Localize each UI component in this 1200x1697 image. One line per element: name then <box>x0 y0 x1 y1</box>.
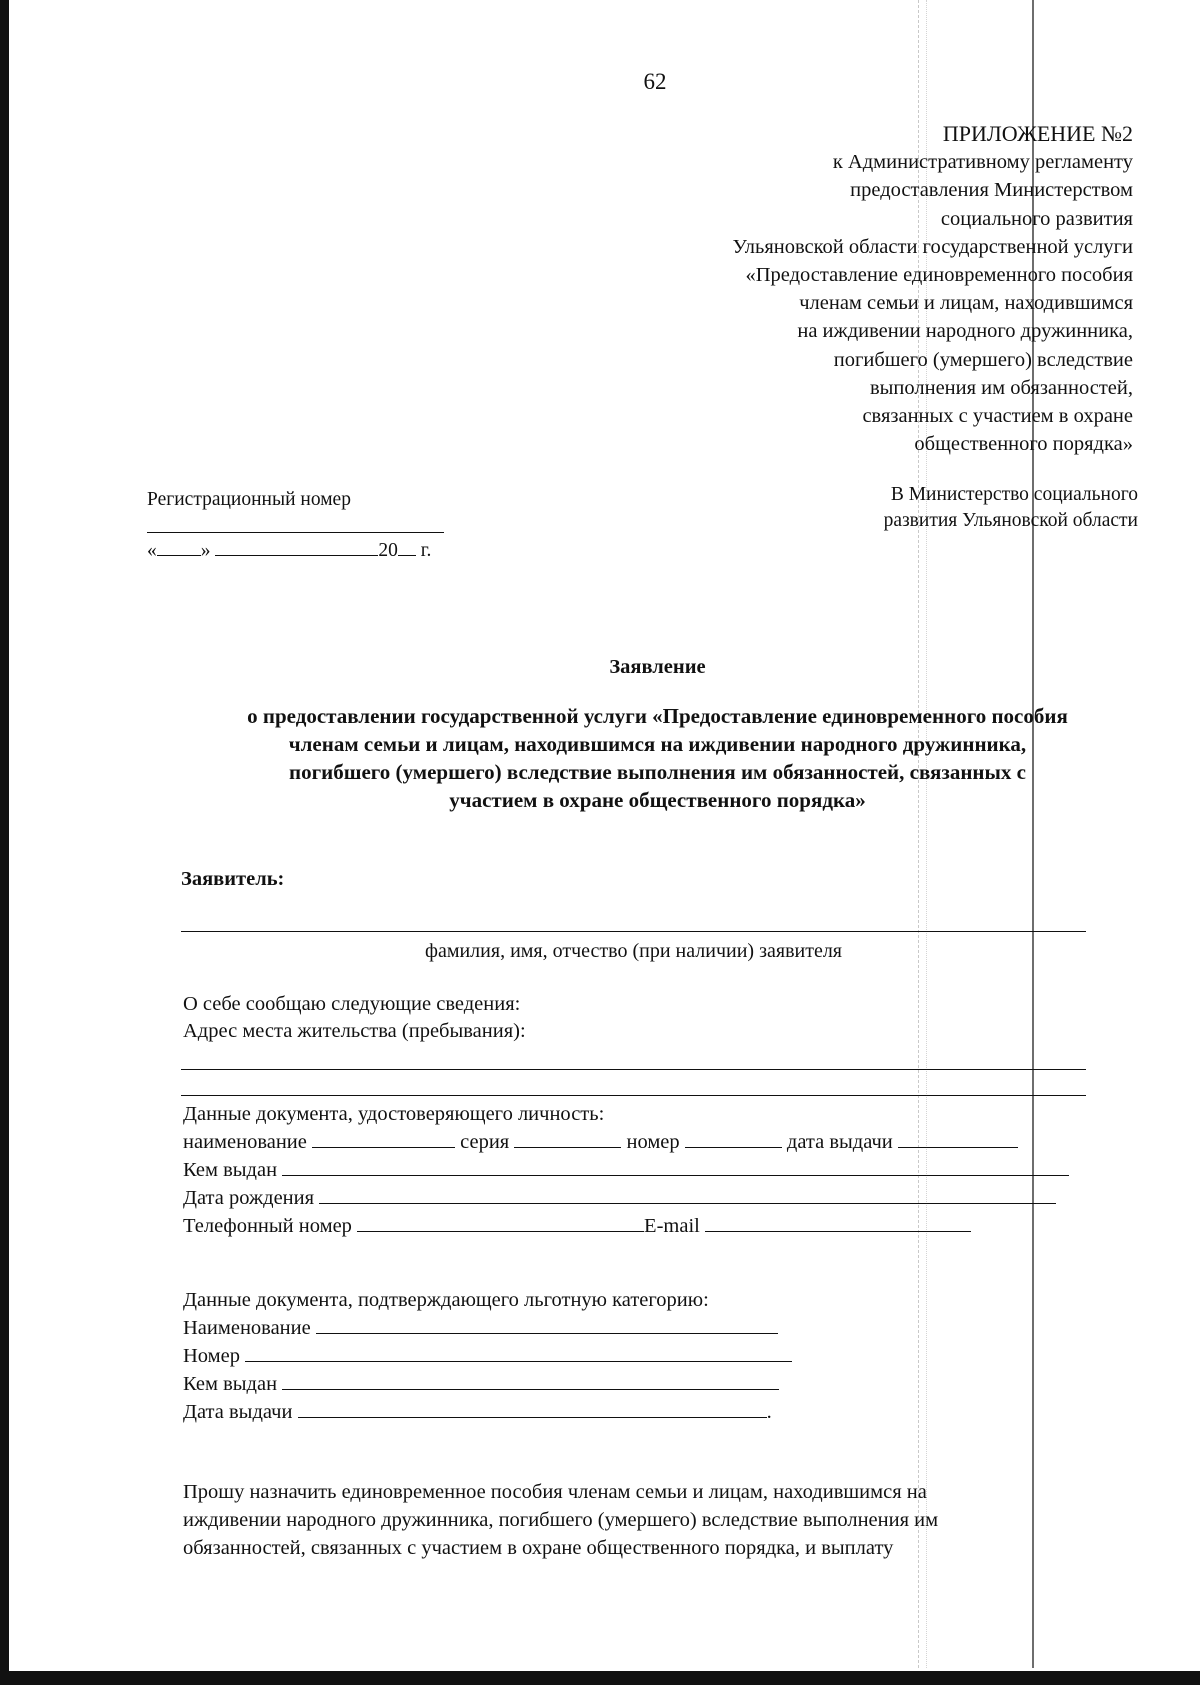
benefit-number-row <box>183 1343 792 1370</box>
scan-bottom-edge <box>0 1671 1200 1685</box>
issued-by-field[interactable] <box>282 1159 1069 1176</box>
doc-series-label: серия <box>460 1131 510 1153</box>
address-field-line-2[interactable] <box>181 1095 1086 1096</box>
appendix-line: на иждивении народного дружинника, <box>797 320 1133 343</box>
subtitle-line: о предоставлении государственной услуги «Предоставление единовременного пособия <box>247 704 1068 728</box>
registration-year-field[interactable] <box>398 538 416 556</box>
appendix-line: связанных с участием в охране <box>862 405 1133 428</box>
registration-date <box>147 538 431 563</box>
benefit-name-row <box>183 1315 778 1342</box>
year-prefix: 20 <box>378 540 398 561</box>
end-mark: . <box>766 1401 772 1423</box>
benefit-issue-date-field[interactable] <box>298 1401 767 1418</box>
doc-number-field[interactable] <box>685 1131 782 1148</box>
year-suffix: г. <box>420 540 432 561</box>
doc-issue-date-field[interactable] <box>898 1131 1018 1148</box>
registration-number-label: Регистрационный номер <box>147 489 351 510</box>
applicant-label: Заявитель: <box>181 868 285 890</box>
doc-issue-date-label: дата выдачи <box>786 1131 893 1153</box>
applicant-fio-field[interactable] <box>181 931 1086 932</box>
doc-name-field[interactable] <box>312 1131 455 1148</box>
fio-caption: фамилия, имя, отчество (при наличии) заявителя <box>424 940 843 962</box>
appendix-block <box>733 120 1133 458</box>
registration-day-field[interactable] <box>157 538 201 556</box>
page-number: 62 <box>643 69 667 94</box>
appendix-heading: ПРИЛОЖЕНИЕ №2 <box>942 121 1133 146</box>
request-line: иждивении народного дружинника, погибшего (умершего) вследствие выполнения им <box>183 1509 939 1531</box>
quote-close: » <box>200 540 211 561</box>
benefit-issued-by-label: Кем выдан <box>183 1373 278 1395</box>
document-subtitle <box>180 702 1135 814</box>
quote-open: « <box>147 540 157 561</box>
scan-left-edge <box>0 0 9 1678</box>
benefit-name-label: Наименование <box>183 1317 311 1339</box>
benefit-issued-by-row <box>183 1371 779 1398</box>
addressee-line: развития Ульяновской области <box>883 510 1138 531</box>
registration-number-field[interactable] <box>147 532 444 533</box>
benefit-name-field[interactable] <box>316 1317 778 1334</box>
identity-doc-row <box>183 1129 1018 1156</box>
appendix-line: предоставления Министерством <box>850 179 1133 202</box>
contacts-row <box>183 1213 971 1240</box>
identity-doc-heading: Данные документа, удостоверяющего личность: <box>183 1103 605 1125</box>
benefit-doc-heading: Данные документа, подтверждающего льготную категорию: <box>183 1289 709 1311</box>
benefit-issue-date-label: Дата выдачи <box>183 1401 293 1423</box>
issued-by-row <box>183 1157 1069 1184</box>
benefit-number-field[interactable] <box>245 1345 792 1362</box>
appendix-line: Ульяновской области государственной услуги <box>732 235 1133 258</box>
appendix-line: к Административному регламенту <box>832 151 1133 174</box>
document-title: Заявление <box>609 656 706 678</box>
appendix-line: общественного порядка» <box>914 433 1133 456</box>
addressee-block <box>884 482 1138 534</box>
request-line: Прошу назначить единовременное пособия членам семьи и лицам, находившимся на <box>183 1481 927 1503</box>
subtitle-line: членам семьи и лицам, находившимся на иждивении народного дружинника, <box>288 732 1027 756</box>
addressee-line: В Министерство социального <box>890 484 1138 505</box>
appendix-line: погибшего (умершего) вследствие <box>833 348 1133 371</box>
issued-by-label: Кем выдан <box>183 1159 278 1181</box>
email-field[interactable] <box>705 1215 971 1232</box>
address-label: Адрес места жительства (пребывания): <box>183 1020 526 1042</box>
benefit-issued-by-field[interactable] <box>282 1373 779 1390</box>
benefit-issue-date-row <box>183 1399 772 1426</box>
request-paragraph <box>183 1478 938 1562</box>
registration-month-field[interactable] <box>215 538 378 556</box>
birth-date-label: Дата рождения <box>183 1187 315 1209</box>
appendix-line: социального развития <box>940 207 1133 230</box>
subtitle-line: погибшего (умершего) вследствие выполнения им обязанностей, связанных с <box>289 760 1026 784</box>
appendix-line: «Предоставление единовременного пособия <box>745 264 1133 287</box>
request-line: обязанностей, связанных с участием в охране общественного порядка, и выплату <box>183 1537 894 1559</box>
doc-name-label: наименование <box>183 1131 307 1153</box>
birth-date-field[interactable] <box>319 1187 1056 1204</box>
about-intro: О себе сообщаю следующие сведения: <box>183 993 521 1015</box>
address-field-line-1[interactable] <box>181 1069 1086 1070</box>
benefit-number-label: Номер <box>183 1345 240 1367</box>
email-label: E-mail <box>644 1215 700 1237</box>
appendix-line: выполнения им обязанностей, <box>869 376 1133 399</box>
birth-date-row <box>183 1185 1056 1212</box>
appendix-line: членам семьи и лицам, находившимся <box>799 292 1133 315</box>
doc-series-field[interactable] <box>514 1131 621 1148</box>
phone-label: Телефонный номер <box>183 1215 352 1237</box>
phone-field[interactable] <box>357 1215 644 1232</box>
doc-number-label: номер <box>626 1131 680 1153</box>
subtitle-line: участием в охране общественного порядка» <box>449 788 866 812</box>
